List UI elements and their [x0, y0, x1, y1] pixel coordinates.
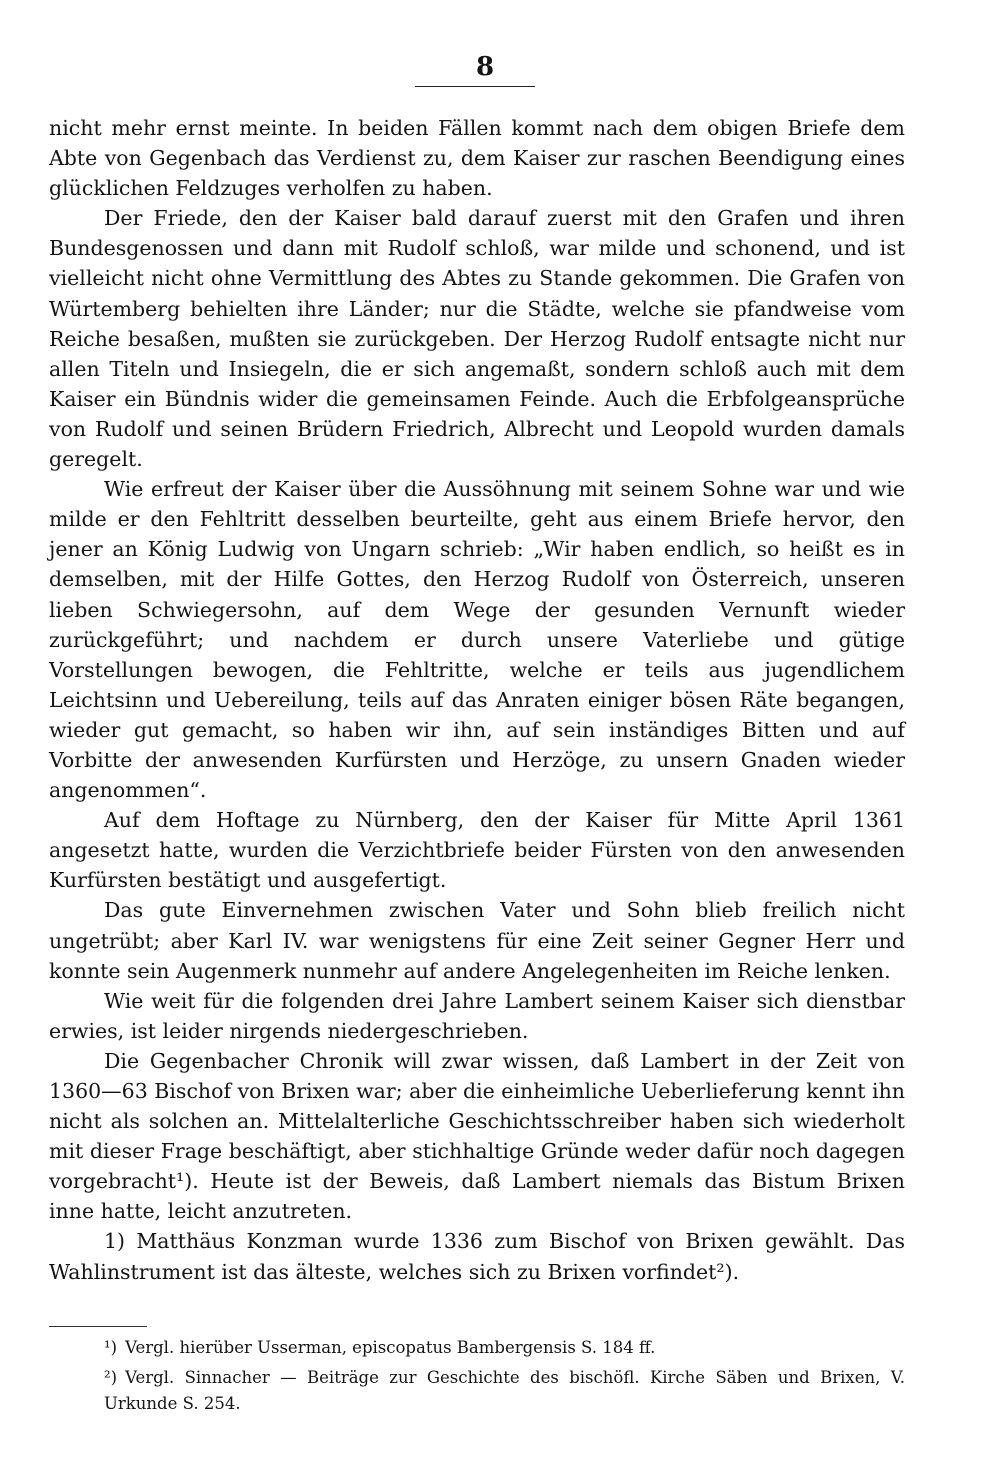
footnote-mark: ¹) [104, 1338, 118, 1357]
paragraph: nicht mehr ernst meinte. In beiden Fällen kommt nach dem obigen Briefe dem Abte von Gegenbach das Verdienst zu, dem Kaiser zur raschen Beendigung eines glücklichen Feldzuges verholfen zu haben. [49, 116, 905, 201]
paragraph: Der Friede, den der Kaiser bald darauf zuerst mit den Grafen und ihren Bundesgenossen und dann mit Rudolf schloß, war milde und schonend, und ist vielleicht nicht ohne Vermittlung des Abtes zu Stande gekommen. Die Grafen von Würtemberg behielten ihre Länder; nur die Städte, welche sie pfandweise vom Reiche besaßen, mußten sie zurückgeben. Der Herzog Rudolf entsagte nicht nur allen Titeln und Insiegeln, die er sich angemaßt, sondern schloß auch mit dem Kaiser ein Bündnis wider die gemeinsamen Feinde. Auch die Erbfolgeansprüche von Rudolf und seinen Brüdern Friedrich, Albrecht und Leopold wurden damals geregelt. [49, 206, 905, 472]
paragraph: Wie erfreut der Kaiser über die Aussöhnung mit seinem Sohne war und wie milde er den Fehltritt desselben beurteilte, geht aus einem Briefe hervor, den jener an König Ludwig von Ungarn schrieb: „Wir haben endlich, so heißt es in demselben, mit der Hilfe Gottes, den Herzog Rudolf von Österreich, unseren lieben Schwiegersohn, auf dem Wege der gesunden Vernunft wieder zurückgeführt; und nachdem er durch unsere Vaterliebe und gütige Vorstellungen bewogen, die Fehltritte, welche er teils aus jugendlichem Leichtsinn und Uebereilung, teils auf das Anraten einiger bösen Räte begangen, wieder gut gemacht, so haben wir ihn, auf sein inständiges Bitten und auf Vorbitte der anwesenden Kurfürsten und Herzöge, zu unsern Gnaden wieder angenommen“. [49, 477, 905, 803]
paragraph: Auf dem Hoftage zu Nürnberg, den der Kaiser für Mitte April 1361 angesetzt hatte, wurden die Verzichtbriefe beider Fürsten von den anwesenden Kurfürsten bestätigt und ausgefertigt. [49, 808, 905, 893]
page-number: 8 [475, 52, 495, 82]
paragraph: Die Gegenbacher Chronik will zwar wissen, daß Lambert in der Zeit von 1360—63 Bischof von Brixen war; aber die einheimliche Ueberlieferung kennt ihn nicht als solchen an. Mittelalterliche Geschichtsschreiber haben sich wiederholt mit dieser Frage beschäftigt, aber stichhaltige Gründe weder dafür noch dagegen vorgebracht¹). Heute ist der Beweis, daß Lambert niemals das Bistum Brixen inne hatte, leicht anzutreten. [49, 1048, 905, 1224]
footnotes [49, 1335, 905, 1421]
footnote-mark: ²) [104, 1368, 118, 1387]
footnote-rule [49, 1326, 147, 1327]
header-rule [415, 86, 535, 87]
footnote-text: Vergl. Sinnacher — Beiträge zur Geschichte des bischöfl. Kirche Säben und Brixen, V. Urkunde S. 254. [104, 1368, 905, 1413]
footnote-text: Vergl. hierüber Usserman, episcopatus Bambergensis S. 184 ff. [125, 1338, 656, 1357]
paragraph: Das gute Einvernehmen zwischen Vater und Sohn blieb freilich nicht ungetrübt; aber Karl IV. war wenigstens für eine Zeit seiner Gegner Herr und konnte sein Augenmerk nunmehr auf andere Angelegenheiten im Reiche lenken. [49, 898, 905, 983]
paragraph: Wie weit für die folgenden drei Jahre Lambert seinem Kaiser sich dienstbar erwies, ist leider nirgends niedergeschrieben. [49, 988, 905, 1043]
footnote [49, 1335, 905, 1361]
body-text [49, 113, 905, 1287]
numbered-paragraph: 1) Matthäus Konzman wurde 1336 zum Bischof von Brixen gewählt. Das Wahlinstrument ist das älteste, welches sich zu Brixen vorfindet²). [49, 1229, 905, 1284]
footnote [49, 1365, 905, 1417]
